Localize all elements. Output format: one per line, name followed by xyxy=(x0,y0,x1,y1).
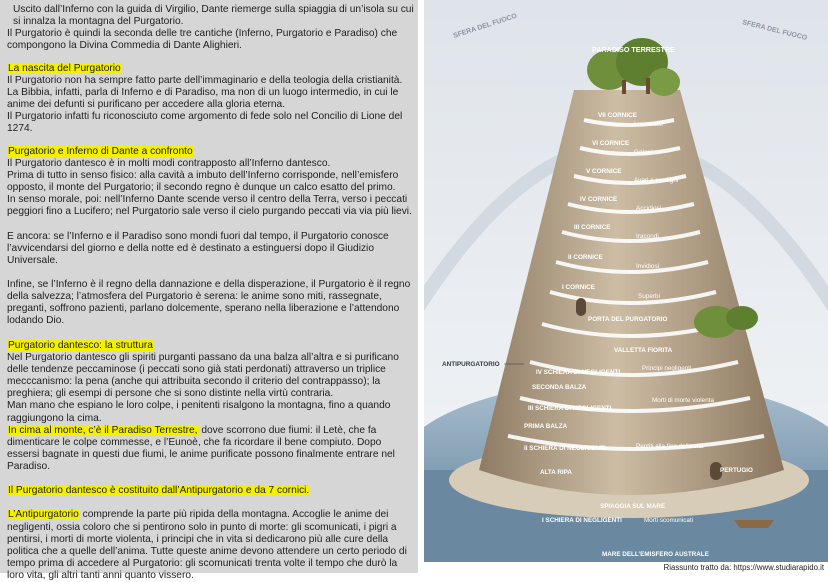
cornice-1-sub: Superbi xyxy=(638,293,661,300)
illustration-panel xyxy=(424,0,828,573)
schiera-1-sub: Morti scomunicati xyxy=(644,517,693,524)
cornice-4-sub: Accidiosi xyxy=(636,205,662,212)
confronto-paragraph-2: Prima di tutto in senso fisico: alla cavità a imbuto dell’Inferno corrisponde, nell’emisfero opposto, il monte del Purgatorio; il secondo regno è dunque un calco esatto del primo. xyxy=(7,169,399,194)
schiera-2-label: II SCHIERA DI NEGLIGENTI xyxy=(524,445,606,452)
paradiso-terrestre-label: PARADISO TERRESTRE xyxy=(592,45,675,54)
schiera-3-label: III SCHIERA DI NEGLIGENTI xyxy=(528,405,612,412)
struttura-paragraph-1: Nel Purgatorio dantesco gli spiriti purganti passano da una balza all’altra e si purificano delle tendenze peccaminose (i peccati sono già stati perdonati) attraverso un triplice mecccanismo: la pena (anche qui attribuita secondo il criterio del contrappasso); la preghiera; gli esempi di persone che si sono distinte nella virtù contraria. xyxy=(7,351,399,400)
antipurgatorio-paragraph xyxy=(7,509,415,582)
cima-rest: dove scorrono due fiumi: il Letè, che fa dimenticare le colpe commesse, e l’Eunoè, che fa ricordare il bene compiuto. Dopo essersi bagnate in questi due fiumi, le anime purificate possono finalmente entrare nel Paradiso. xyxy=(7,424,395,473)
nascita-paragraph-1: Il Purgatorio non ha sempre fatto parte dell’immaginario e della teologia della cristianità. La Bibbia, infatti, parla di Inferno e di Paradiso, ma non di un luogo intermedio, in cui le anime dei defunti si purificano per accedere alla gloria eterna. xyxy=(7,74,403,111)
prima-balza-label: PRIMA BALZA xyxy=(524,423,568,430)
cornice-7-sub: Lussuriosi xyxy=(634,121,663,128)
seconda-balza-label: SECONDA BALZA xyxy=(532,384,587,391)
cornice-6-label: VI CORNICE xyxy=(592,140,630,147)
cima-paragraph xyxy=(7,425,415,474)
cornice-1-label: I CORNICE xyxy=(562,284,596,291)
schiera-2-sub: Pentiti alla fine della vita xyxy=(636,443,704,450)
cornice-4-label: IV CORNICE xyxy=(580,196,618,203)
cornice-3-sub: Iracondi xyxy=(636,233,659,240)
sfera-fuoco-right-label: SFERA DEL FUOCO xyxy=(741,19,808,43)
cornice-5-sub: Avari e prodighi xyxy=(634,177,679,184)
tempo-paragraph: E ancora: se l’Inferno e il Paradiso sono mondi fuori dal tempo, il Purgatorio conosce l’avvicendarsi del giorno e della notte ed è destinato a estinguersi dopo il Giudizio Universale. xyxy=(7,230,389,266)
sfera-fuoco-left-label: SFERA DEL FUOCO xyxy=(452,12,518,40)
article-text xyxy=(7,4,415,582)
purgatorio-mountain-illustration xyxy=(424,0,828,562)
antipurgatorio-highlight: L’Antipurgatorio xyxy=(8,509,79,521)
confronto-paragraph-1: Il Purgatorio dantesco è in molti modi contrapposto all’Inferno dantesco. xyxy=(7,157,331,169)
cornice-5-label: V CORNICE xyxy=(586,168,622,175)
heading-struttura: Purgatorio dantesco: la struttura xyxy=(8,339,153,351)
confronto-paragraph-3: In senso morale, poi: nell’Inferno Dante scende verso il centro della Terra, verso i peccati peggiori fino a Lucifero; nel Purgatorio sale verso il cielo purgando peccati via via più lievi. xyxy=(7,194,412,218)
porta-label: PORTA DEL PURGATORIO xyxy=(588,316,668,323)
cornice-7-label: VII CORNICE xyxy=(598,112,638,119)
pertugio-label: PERTUGIO xyxy=(720,467,753,474)
antipurgatorio-rest: comprende la parte più ripida della montagna. Accoglie le anime dei negligenti, ossia coloro che si pentirono solo in punto di morte: gli scomunicati, i pigri a pentirsi, i morti di morte violenta, i principi che in vita si dedicarono più alle cure della politica che a quelle dell’anima. Tutte queste anime devono attendere un certo periodo di tempo prima di accedere al Purgatorio: gli scomunicati trenta volte il tempo che durò la loro vita, gli altri tanti anni quanto vissero. xyxy=(7,509,407,582)
schiera-3-sub: Morti di morte violenta xyxy=(652,397,714,404)
antipurgatorio-label: ANTIPURGATORIO xyxy=(442,361,500,368)
mare-label: MARE DELL’EMISFERO AUSTRALE xyxy=(602,551,709,558)
cornice-2-label: II CORNICE xyxy=(568,254,603,261)
intro-paragraph-1: Uscito dall’Inferno con la guida di Virgilio, Dante riemerge sulla spiaggia di un’isola su cui si innalza la montagna del Purgatorio. xyxy=(13,4,414,28)
valletta-label: VALLETTA FIORITA xyxy=(614,347,673,354)
cornice-2-sub: Invidiosi xyxy=(636,263,660,270)
credit-text: Riassunto tratto da: https://www.studiarapido.it xyxy=(663,563,824,572)
porta-gate xyxy=(576,298,586,316)
intro-paragraph-2: Il Purgatorio è quindi la seconda delle tre cantiche (Inferno, Purgatorio e Paradiso) che compongono la Divina Commedia di Dante Alighieri. xyxy=(7,28,398,52)
dannazione-paragraph: Infine, se l’Inferno è il regno della dannazione e della disperazione, il Purgatorio è il regno della salvezza; l’atmosfera del Purgatorio è serena: le anime sono miti, rassegnate, preganti, soffrono pazienti, parlano dolcemente, sperano nella liberazione e l’attendono lodando Dio. xyxy=(7,278,411,327)
struttura-paragraph-2: Man mano che espiano le loro colpe, i penitenti risalgono la montagna, fino a quando raggiungono la cima. xyxy=(7,400,391,424)
schiera-4-label: IV SCHIERA DI NEGLIGENTI xyxy=(536,369,621,376)
heading-costituito: Il Purgatorio dantesco è costituito dall’Antipurgatorio e da 7 cornici. xyxy=(8,485,310,497)
cornice-6-sub: Golosi xyxy=(634,149,653,156)
nascita-paragraph-2: Il Purgatorio infatti fu riconosciuto come argomento di fede solo nel Concilio di Lione del 1274. xyxy=(7,111,403,135)
schiera-4-sub: Principi negligenti xyxy=(642,365,692,372)
cima-highlight: In cima al monte, c’è il Paradiso Terrestre, xyxy=(8,424,198,436)
heading-confronto: Purgatorio e Inferno di Dante a confronto xyxy=(8,145,193,157)
spiaggia-label: SPIAGGIA SUL MARE xyxy=(600,503,666,510)
alta-ripa-label: ALTA RIPA xyxy=(540,469,572,476)
cornice-3-label: III CORNICE xyxy=(574,224,611,231)
boat xyxy=(734,520,774,528)
heading-nascita: La nascita del Purgatorio xyxy=(8,62,121,74)
schiera-1-label: I SCHIERA DI NEGLIGENTI xyxy=(542,517,622,524)
